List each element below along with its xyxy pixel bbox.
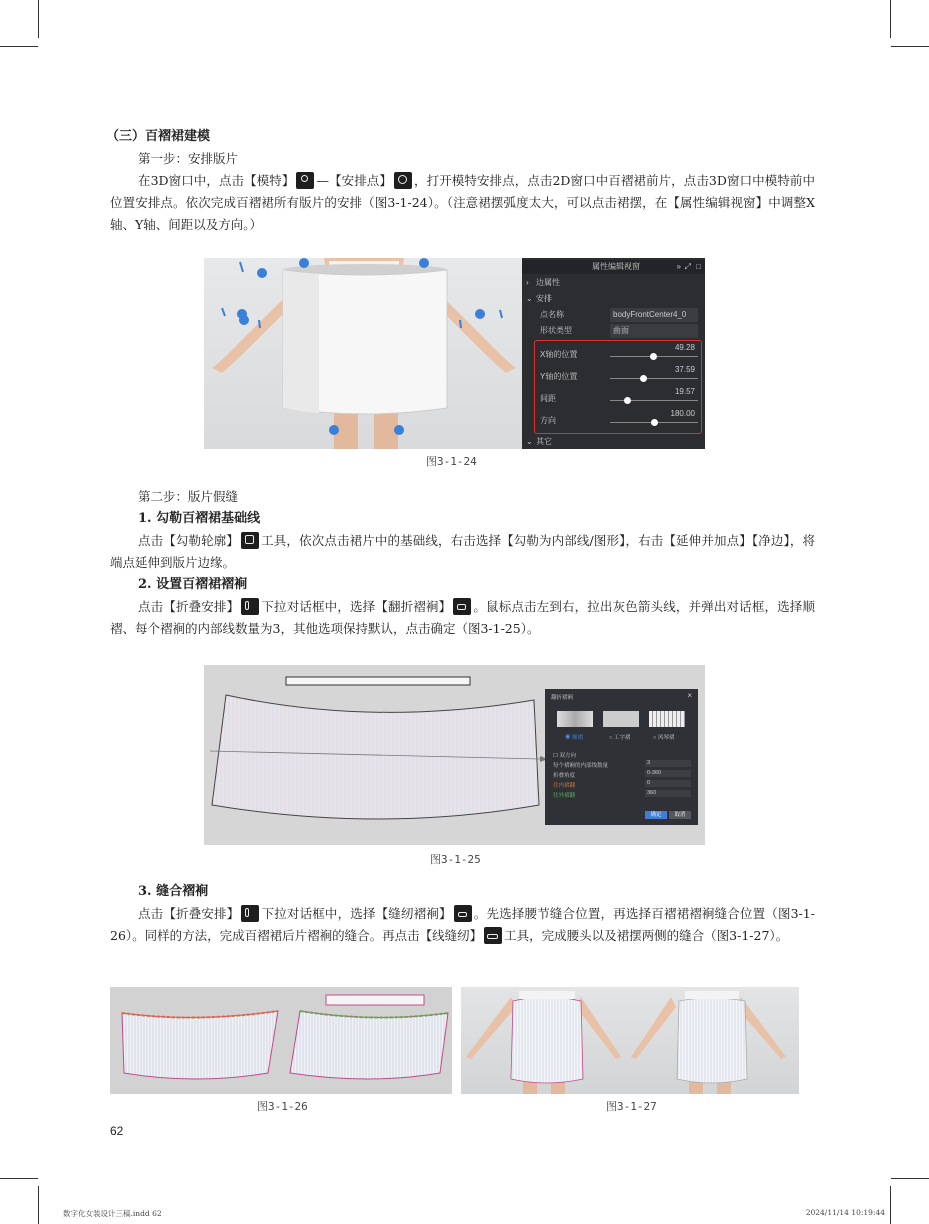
gap-slider[interactable] [610,400,698,401]
crop-mark [891,46,929,47]
field-label: 往内褶翻 [553,783,576,789]
chevron-down-icon: ⌄ [526,437,533,446]
text: 点击【勾勒轮廓】 [138,533,240,548]
y-position-row [522,366,705,380]
figure-3-1-24 [204,258,705,449]
crop-mark [38,1186,39,1224]
expand-icon[interactable]: » [676,262,681,271]
chevron-down-icon: ⌄ [526,294,533,303]
section-other[interactable] [522,435,705,449]
crop-mark [891,1178,929,1179]
radio-option[interactable]: ◉ 顺褶 [565,735,584,741]
point-name-row [522,308,705,322]
text: 下拉对话框中，选择【缝纫褶裥】 [261,906,452,921]
option-image[interactable] [603,711,639,727]
flip-pleat-icon[interactable] [453,598,471,615]
footer-timestamp: 2024/11/14 10:19:44 [805,1208,885,1217]
label: 安排 [536,294,552,303]
x-position-row [522,344,705,358]
section-edge-properties[interactable] [522,276,705,290]
shape-type-select[interactable]: 曲面 [610,324,698,338]
label: X轴的位置 [540,350,578,359]
shape-type-row [522,324,705,338]
text: 。先选择腰节缝合位置，再选择百褶裙褶裥缝合位置（图3-1-26）。同样的方法，完成百褶裙后片褶裥的缝合。再点击【线缝纫】 [110,906,815,943]
section-arrangement[interactable] [522,292,705,306]
figure-caption: 图3-1-27 [606,1100,657,1113]
figure-caption: 图3-1-25 [430,853,481,866]
fold-angle-select[interactable]: 0-360 [645,770,691,777]
step2-title: 第二步：版片假缝 [138,489,239,504]
field-label: 折叠角度 [553,773,576,779]
label: 形状类型 [540,326,572,335]
radio-option[interactable]: ○ 工字褶 [609,735,631,741]
trace-outline-icon[interactable] [241,532,259,549]
text: 工具，依次点击裙片中的基础线，右击选择【勾勒为内部线/图形】，右击【延伸并加点】【净边】，将端点延伸到版片边缘。 [110,533,815,570]
figure-caption: 图3-1-26 [257,1100,308,1113]
text: 在3D窗口中，点击【模特】 [138,173,295,188]
line-sewing-icon[interactable] [484,927,502,944]
sew-pleat-icon[interactable] [454,905,472,922]
checkbox[interactable]: ☐ 双方向 [553,753,576,759]
direction-row [522,410,705,424]
x-slider[interactable] [610,356,698,357]
gap-row [522,388,705,402]
point-name-select[interactable]: bodyFrontCenter4_0 [610,308,698,322]
step1-title: 第一步：安排版片 [138,151,239,166]
section-title: （三）百褶裙建模 [106,129,211,144]
label: 顺褶 [572,735,584,741]
page-number: 62 [110,1124,124,1138]
step2-sub2-title: 2. 设置百褶裙褶裥 [138,577,248,592]
figure-3-1-26 [110,987,452,1094]
value: 19.57 [674,387,695,396]
label: 工字褶 [613,735,631,741]
pleat-count-select[interactable]: 3 [645,760,691,767]
step2-sub1-paragraph [110,530,815,574]
radio-option[interactable]: ○ 风琴褶 [653,735,675,741]
text: 下拉对话框中，选择【翻折褶裥】 [261,599,452,614]
crop-mark [890,0,891,38]
step2-sub1-title: 1. 勾勒百褶裙基础线 [138,511,261,526]
chevron-right-icon: › [526,278,529,287]
footer-file-info: 数字化女装设计三稿.indd 62 [63,1209,162,1218]
label: 点名称 [540,310,564,319]
field-label: 往外褶翻 [553,793,576,799]
avatar-icon[interactable] [296,172,314,189]
crop-mark [38,0,39,38]
step2-sub2-paragraph [110,596,815,640]
text: 。鼠标点击左到右，拉出灰色箭头线，并弹出对话框，选择顺褶、每个褶裥的内部线数量为3，其他选项保持默认，点击确定（图3-1-25）。 [110,599,815,636]
y-slider[interactable] [610,378,698,379]
text: 点击【折叠安排】 [138,599,240,614]
text: ，打开模特安排点，点击2D窗口中百褶裙前片，点击3D窗口中模特前中位置安排点。依次完成百褶裙所有版片的安排（图3-1-24）。（注意裙摆弧度太大，可以点击裙摆，在【属性编辑视窗】中调整X轴、Y轴、间距以及方向。） [110,173,815,232]
pleat-sewing-2d [110,987,452,1094]
label: 其它 [536,437,552,446]
close-icon[interactable]: □ [696,262,701,271]
flip-pleat-dialog [545,689,698,825]
value: 49.28 [674,343,695,352]
avatar-skirt-3d [204,258,522,449]
inner-fold-input[interactable]: 0 [645,780,691,787]
sewn-skirt-3d [461,987,799,1094]
ok-button[interactable]: 确定 [645,811,667,819]
step3-paragraph [110,903,815,947]
text: 点击【折叠安排】 [138,906,240,921]
cancel-button[interactable]: 取消 [669,811,691,819]
label: 方向 [540,416,556,425]
option-image[interactable] [649,711,685,727]
panel-title: 属性编辑视窗 [592,262,640,271]
dialog-title: 翻折褶裥 [551,695,574,701]
panel-header [522,260,705,274]
close-icon[interactable]: × [687,691,692,700]
pin-icon[interactable]: ⤢ [684,262,691,271]
value: 180.00 [670,409,695,418]
crop-mark [0,46,38,47]
field-label: 每个褶裥的内部线数量 [553,763,609,769]
label: 边属性 [536,278,560,287]
slider-knob[interactable] [651,419,658,426]
label: 双方向 [559,753,576,759]
slider-knob[interactable] [650,353,657,360]
arrangement-point-icon[interactable] [394,172,412,189]
step1-paragraph [110,170,815,236]
crop-mark [890,1186,891,1224]
slider-knob[interactable] [640,375,647,382]
text: —【安排点】 [316,173,392,188]
step3-title: 3. 缝合褶裥 [138,884,209,899]
label: Y轴的位置 [540,372,578,381]
fold-arrangement-icon[interactable] [241,598,259,615]
figure-3-1-25 [204,665,705,845]
option-image[interactable] [557,711,593,727]
value: 37.59 [674,365,695,374]
direction-slider[interactable] [610,422,698,423]
label: 间距 [540,394,556,403]
fold-arrangement-icon[interactable] [241,905,259,922]
property-editor-panel [522,258,705,449]
figure-caption: 图3-1-24 [426,455,477,468]
label: 风琴褶 [657,735,675,741]
text: 工具，完成腰头以及裙摆两侧的缝合（图3-1-27）。 [504,928,789,943]
figure-3-1-27 [461,987,799,1094]
crop-mark [0,1178,38,1179]
outer-fold-input[interactable]: 360 [645,790,691,797]
